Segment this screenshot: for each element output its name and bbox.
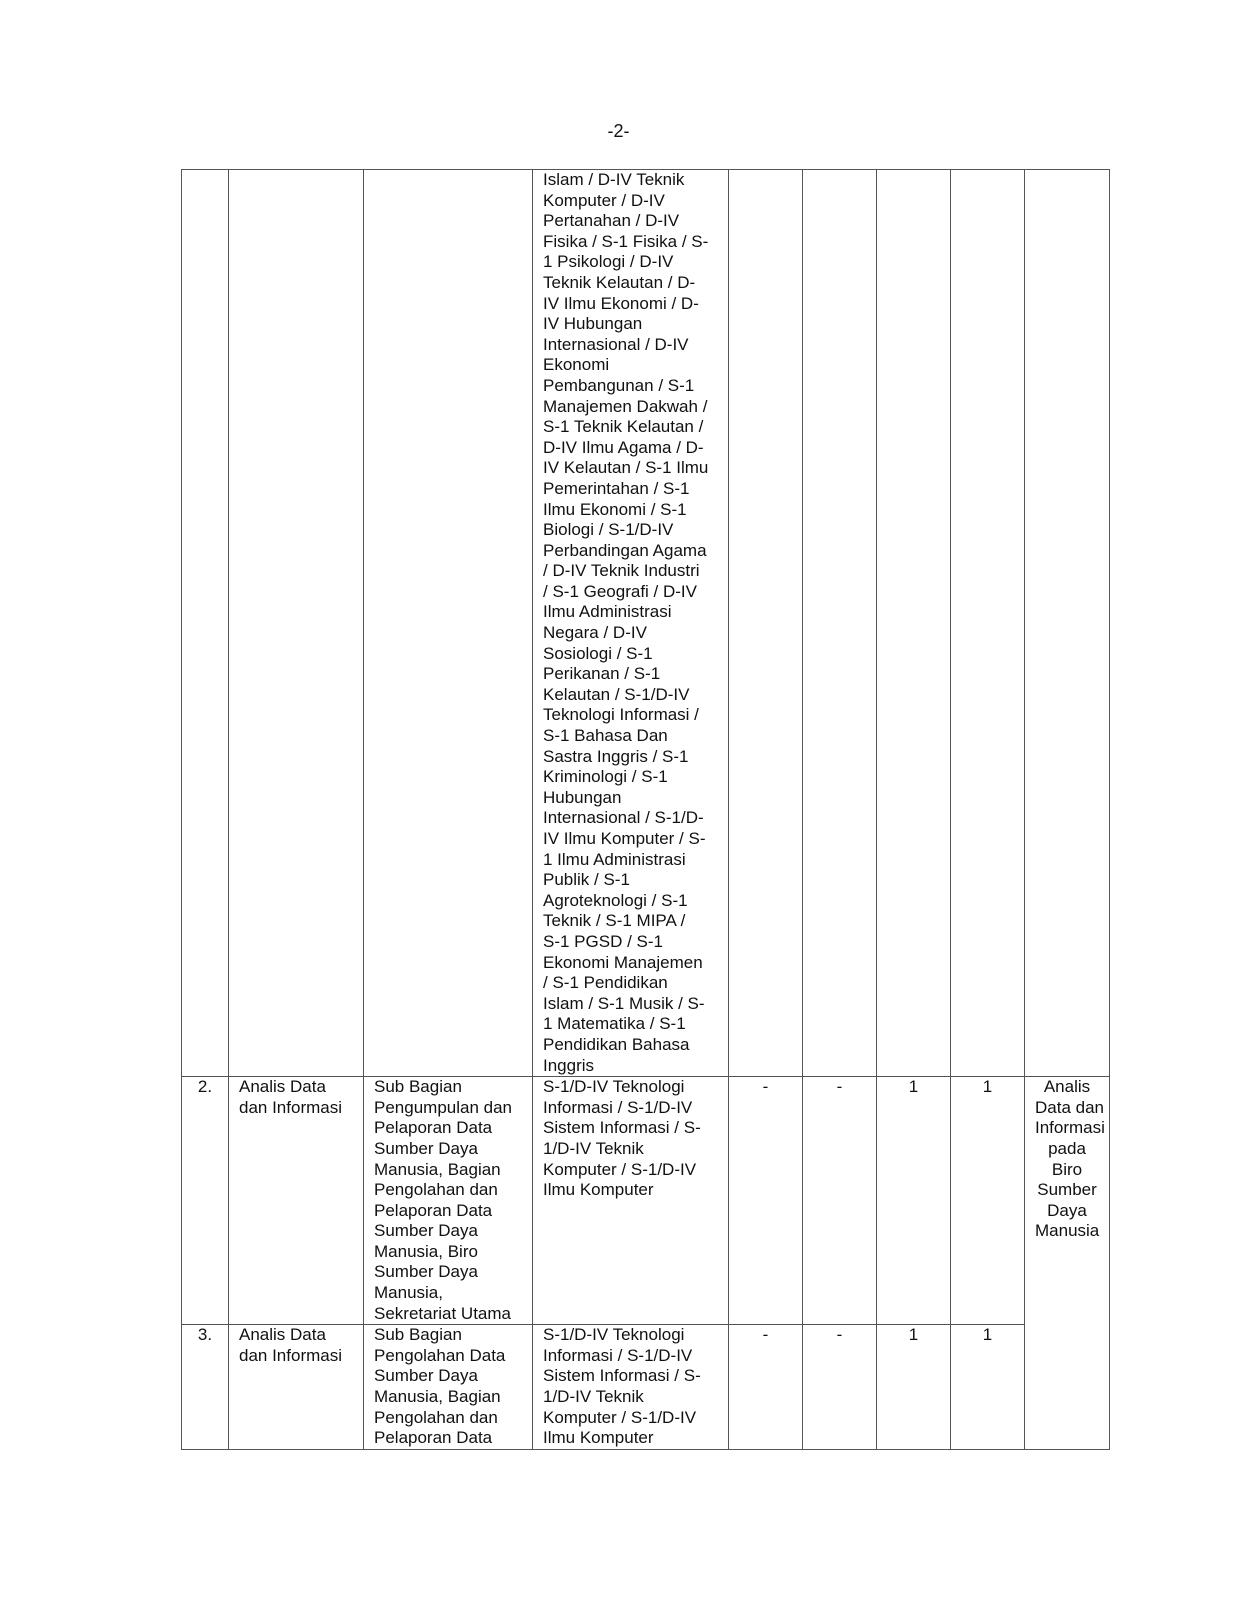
table-row	[182, 170, 1110, 1077]
text-line: Manajemen Dakwah /	[543, 396, 708, 416]
count-cell-d: 1	[951, 1077, 1025, 1325]
count-cell-c: 1	[877, 1325, 951, 1450]
text-line: Sumber Daya	[374, 1221, 478, 1241]
text-line: Ilmu Administrasi	[543, 602, 672, 622]
count-cell-c: 1	[877, 1077, 951, 1325]
note-cell	[1025, 170, 1110, 1077]
text-line: S-1 Bahasa Dan	[543, 726, 668, 746]
count-cell-b	[803, 170, 877, 1077]
text-line: Sub Bagian	[374, 1325, 462, 1345]
count-cell-a: -	[729, 1325, 803, 1450]
formation-table	[181, 169, 1110, 1450]
text-line: Pengolahan dan	[374, 1407, 498, 1427]
text-line: Daya	[1047, 1200, 1087, 1220]
text-line: Sumber Daya	[374, 1138, 478, 1158]
text-line: 1/D-IV Teknik	[543, 1138, 644, 1158]
text-line: Hubungan	[543, 787, 622, 807]
position-cell	[229, 1077, 364, 1325]
row-number: 2.	[197, 1077, 213, 1097]
unit-cell	[364, 1077, 533, 1325]
text-line: Pelaporan Data	[374, 1428, 493, 1448]
table-row	[182, 1325, 1110, 1450]
text-line: S-1 Teknik Kelautan /	[543, 417, 704, 437]
text-line: Sumber	[1037, 1180, 1097, 1200]
text-line: Pengolahan dan	[374, 1180, 498, 1200]
page-number: -2-	[607, 121, 630, 141]
position-text	[239, 1077, 353, 1118]
text-line: Fisika / S-1 Fisika / S-	[543, 231, 709, 251]
count-cell-b: -	[803, 1325, 877, 1450]
text-line: 1/D-IV Teknik	[543, 1387, 644, 1407]
text-line: Analis	[1043, 1077, 1091, 1097]
text-line: 1 Matematika / S-1	[543, 1014, 686, 1034]
text-line: Manusia,	[374, 1283, 443, 1303]
text-line: Internasional / S-1/D-	[543, 808, 704, 828]
text-line: Pelaporan Data	[374, 1118, 493, 1138]
text-line: 1 Psikologi / D-IV	[543, 252, 674, 272]
text-line: Pengumpulan dan	[374, 1097, 513, 1117]
text-line: Komputer / D-IV	[543, 190, 665, 210]
text-line: Sub Bagian	[374, 1077, 462, 1097]
text-line: Analis Data	[239, 1077, 326, 1097]
text-line: Komputer / S-1/D-IV	[543, 1159, 697, 1179]
text-line: Sastra Inggris / S-1	[543, 746, 689, 766]
text-line: Sumber Daya	[374, 1366, 478, 1386]
text-line: Manusia, Bagian	[374, 1159, 501, 1179]
text-line: Pembangunan / S-1	[543, 375, 695, 395]
text-line: Publik / S-1	[543, 870, 630, 890]
text-line: Ekonomi Manajemen	[543, 952, 703, 972]
text-line: Kriminologi / S-1	[543, 767, 668, 787]
text-line: Biologi / S-1/D-IV	[543, 520, 674, 540]
text-line: Sistem Informasi / S-	[543, 1366, 701, 1386]
row-number: 3.	[197, 1325, 213, 1345]
position-cell	[229, 1325, 364, 1450]
text-line: S-1/D-IV Teknologi	[543, 1077, 685, 1097]
text-line: Pelaporan Data	[374, 1200, 493, 1220]
text-line: D-IV Ilmu Agama / D-	[543, 437, 704, 457]
text-line: Kelautan / S-1/D-IV	[543, 684, 690, 704]
text-line: Pertanahan / D-IV	[543, 211, 680, 231]
unit-cell	[364, 1325, 533, 1450]
text-line: Informasi	[1035, 1118, 1105, 1138]
text-line: / D-IV Teknik Industri	[543, 561, 700, 581]
text-line: Sistem Informasi / S-	[543, 1118, 701, 1138]
qualification-cell	[533, 1077, 729, 1325]
table-row	[182, 1077, 1110, 1325]
merged-note-text	[1035, 1077, 1105, 1242]
text-line: Analis Data	[239, 1325, 326, 1345]
text-line: Perbandingan Agama	[543, 540, 707, 560]
text-line: S-1 PGSD / S-1	[543, 931, 663, 951]
text-line: Internasional / D-IV	[543, 334, 689, 354]
text-line: Informasi / S-1/D-IV	[543, 1345, 693, 1365]
text-line: dan Informasi	[239, 1097, 342, 1117]
row-number-cell	[182, 1077, 229, 1325]
text-line: Teknik Kelautan / D-	[543, 272, 696, 292]
text-line: Informasi / S-1/D-IV	[543, 1097, 693, 1117]
row-number-cell	[182, 170, 229, 1077]
text-line: S-1/D-IV Teknologi	[543, 1325, 685, 1345]
row-number-cell	[182, 1325, 229, 1450]
count-cell-d: 1	[951, 1325, 1025, 1450]
unit-text	[374, 1077, 522, 1324]
merged-note-cell	[1025, 1077, 1110, 1450]
text-line: Ekonomi	[543, 355, 610, 375]
unit-text	[374, 1325, 522, 1449]
text-line: Sekretariat Utama	[374, 1303, 511, 1323]
text-line: Teknik / S-1 MIPA /	[543, 911, 686, 931]
text-line: Islam / S-1 Musik / S-	[543, 993, 705, 1013]
text-line: Manusia	[1035, 1221, 1100, 1241]
text-line: Pengolahan Data	[374, 1345, 506, 1365]
text-line: Agroteknologi / S-1	[543, 890, 688, 910]
qualification-text	[543, 1325, 718, 1449]
count-cell-a	[729, 170, 803, 1077]
text-line: IV Hubungan	[543, 314, 643, 334]
qualification-cell	[533, 170, 729, 1077]
text-line: Pendidikan Bahasa	[543, 1034, 690, 1054]
text-line: / S-1 Geografi / D-IV	[543, 581, 697, 601]
text-line: IV Ilmu Ekonomi / D-	[543, 293, 699, 313]
position-cell	[229, 170, 364, 1077]
text-line: Islam / D-IV Teknik	[543, 170, 685, 189]
qualification-text	[543, 1077, 718, 1201]
count-cell-d	[951, 170, 1025, 1077]
qualification-cell	[533, 1325, 729, 1450]
text-line: Sosiologi / S-1	[543, 643, 653, 663]
text-line: Data dan	[1035, 1097, 1104, 1117]
text-line: 1 Ilmu Administrasi	[543, 849, 686, 869]
text-line: / S-1 Pendidikan	[543, 973, 668, 993]
text-line: IV Kelautan / S-1 Ilmu	[543, 458, 709, 478]
text-line: dan Informasi	[239, 1345, 342, 1365]
text-line: Teknologi Informasi /	[543, 705, 699, 725]
text-line: pada	[1048, 1138, 1086, 1158]
text-line: Negara / D-IV	[543, 623, 647, 643]
text-line: Komputer / S-1/D-IV	[543, 1407, 697, 1427]
count-cell-c	[877, 170, 951, 1077]
text-line: Biro	[1051, 1159, 1083, 1179]
text-line: Ilmu Komputer	[543, 1180, 654, 1200]
count-cell-b: -	[803, 1077, 877, 1325]
text-line: Inggris	[543, 1055, 595, 1075]
count-cell-a: -	[729, 1077, 803, 1325]
text-line: Ilmu Komputer	[543, 1428, 654, 1448]
position-text	[239, 1325, 353, 1366]
unit-cell	[364, 170, 533, 1077]
text-line: Manusia, Bagian	[374, 1387, 501, 1407]
text-line: IV Ilmu Komputer / S-	[543, 829, 706, 848]
text-line: Manusia, Biro	[374, 1241, 478, 1261]
text-line: Ilmu Ekonomi / S-1	[543, 499, 687, 519]
text-line: Sumber Daya	[374, 1262, 478, 1282]
qualification-text	[543, 170, 718, 1076]
text-line: Perikanan / S-1	[543, 664, 661, 684]
text-line: Pemerintahan / S-1	[543, 478, 690, 498]
